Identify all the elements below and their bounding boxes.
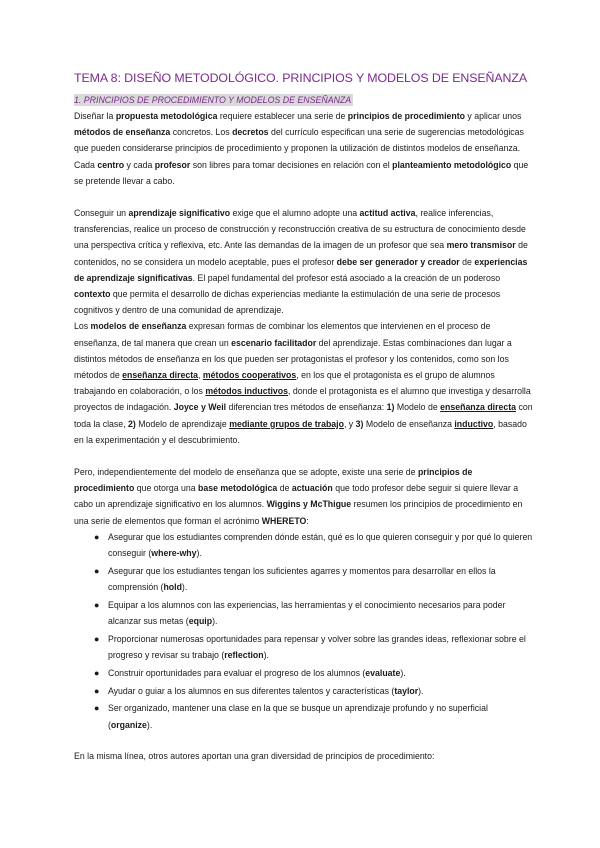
bullet-icon: ● (94, 703, 100, 714)
bullet-icon: ● (94, 531, 100, 542)
paragraph-closing: En la misma línea, otros autores aportan una gran diversidad de principios de procedimiento: (74, 751, 435, 762)
paragraph-aprendizaje: Conseguir un aprendizaje significativo exige que el alumno adopte una actitud activa, realice inferencias, transferencias, realice un proceso de construcción y reconstrucción creativa de su estructura de conocimiento desde una perspectiva crítica y reflexiva, etc. Ante las demandas de la imagen de un profesor que sea mero transmisor de contenidos, no se considera un modelo aceptable, pues el profesor debe ser generador y creador de experiencias de aprendizaje significativas. El papel fundamental del profesor está asociado a la creación de un poderoso contexto que permita el desarrollo de dichas experiencias mediante la estimulación de una serie de procesos cognitivos y dentro de una comunidad de aprendizaje. (74, 208, 528, 316)
whereto-list (74, 529, 534, 733)
bullet-icon: ● (94, 599, 100, 610)
page-title: TEMA 8: DISEÑO METODOLÓGICO. PRINCIPIOS Y MODELOS DE ENSEÑANZA (74, 71, 528, 85)
section-heading: 1. PRINCIPIOS DE PROCEDIMIENTO Y MODELOS DE ENSEÑANZA (74, 95, 352, 105)
list-item: ● Ser organizado, mantener una clase en la que se busque un aprendizaje profundo y no superficial (organize). (74, 700, 534, 732)
bullet-icon: ● (94, 685, 100, 696)
list-item: ● Asegurar que los estudiantes comprenden dónde están, qué es lo que quieren conseguir y por qué lo quieren conseguir (where-why). (74, 529, 534, 561)
bullet-icon: ● (94, 565, 100, 576)
list-item: ● Equipar a los alumnos con las experiencias, las herramientas y el conocimiento necesarios para poder alcanzar sus metas (equip). (74, 597, 534, 629)
paragraph-intro: Diseñar la propuesta metodológica requiere establecer una serie de principios de procedimiento y aplicar unos métodos de enseñanza concretos. Los decretos del currículo especifican una serie de sugerencias metodológicas que pueden considerarse principios de procedimiento y proponen la utilización de distintos modelos de enseñanza. Cada centro y cada profesor son libres para tomar decisiones en relación con el planteamiento metodológico que se pretende llevar a cabo. (74, 111, 529, 186)
paragraph-modelos: Los modelos de enseñanza expresan formas de combinar los elementos que intervienen en el proceso de enseñanza, de tal manera que crean un escenario facilitador del aprendizaje. Estas combinaciones dan lugar a distintos métodos de enseñanza en los que pueden ser protagonistas el profesor y los contenidos, como son los métodos de enseñanza directa, métodos cooperativos, en los que el protagonista es el grupo de alumnos trabajando en colaboración, o los métodos inductivos, donde el protagonista es el alumno que investiga y desarrolla proyectos de indagación. Joyce y Weil diferencian tres métodos de enseñanza: 1) Modelo de enseñanza directa con toda la clase, 2) Modelo de aprendizaje mediante grupos de trabajo, y 3) Modelo de enseñanza inductivo, basado en la experimentación y el descubrimiento. (74, 321, 533, 445)
list-item: ● Construir oportunidades para evaluar el progreso de los alumnos (evaluate). (74, 665, 534, 681)
bullet-icon: ● (94, 633, 100, 644)
paragraph-principios: Pero, independientemente del modelo de enseñanza que se adopte, existe una serie de principios de procedimiento que otorga una base metodológica de actuación que todo profesor debe seguir si quiere llevar a cabo un aprendizaje significativo en los alumnos. Wiggins y McThigue resumen los principios de procedimiento en una serie de elementos que forman el acrónimo WHERETO: (74, 467, 523, 526)
list-item: ● Proporcionar numerosas oportunidades para repensar y volver sobre las grandes ideas, reflexionar sobre el progreso y revisar su trabajo (reflection). (74, 631, 534, 663)
list-item: ● Asegurar que los estudiantes tengan los suficientes agarres y momentos para desarrollar en ellos la comprensión (hold). (74, 563, 534, 595)
document-content (74, 70, 534, 765)
list-item: ● Ayudar o guiar a los alumnos en sus diferentes talentos y características (taylor). (74, 683, 534, 699)
bullet-icon: ● (94, 667, 100, 678)
